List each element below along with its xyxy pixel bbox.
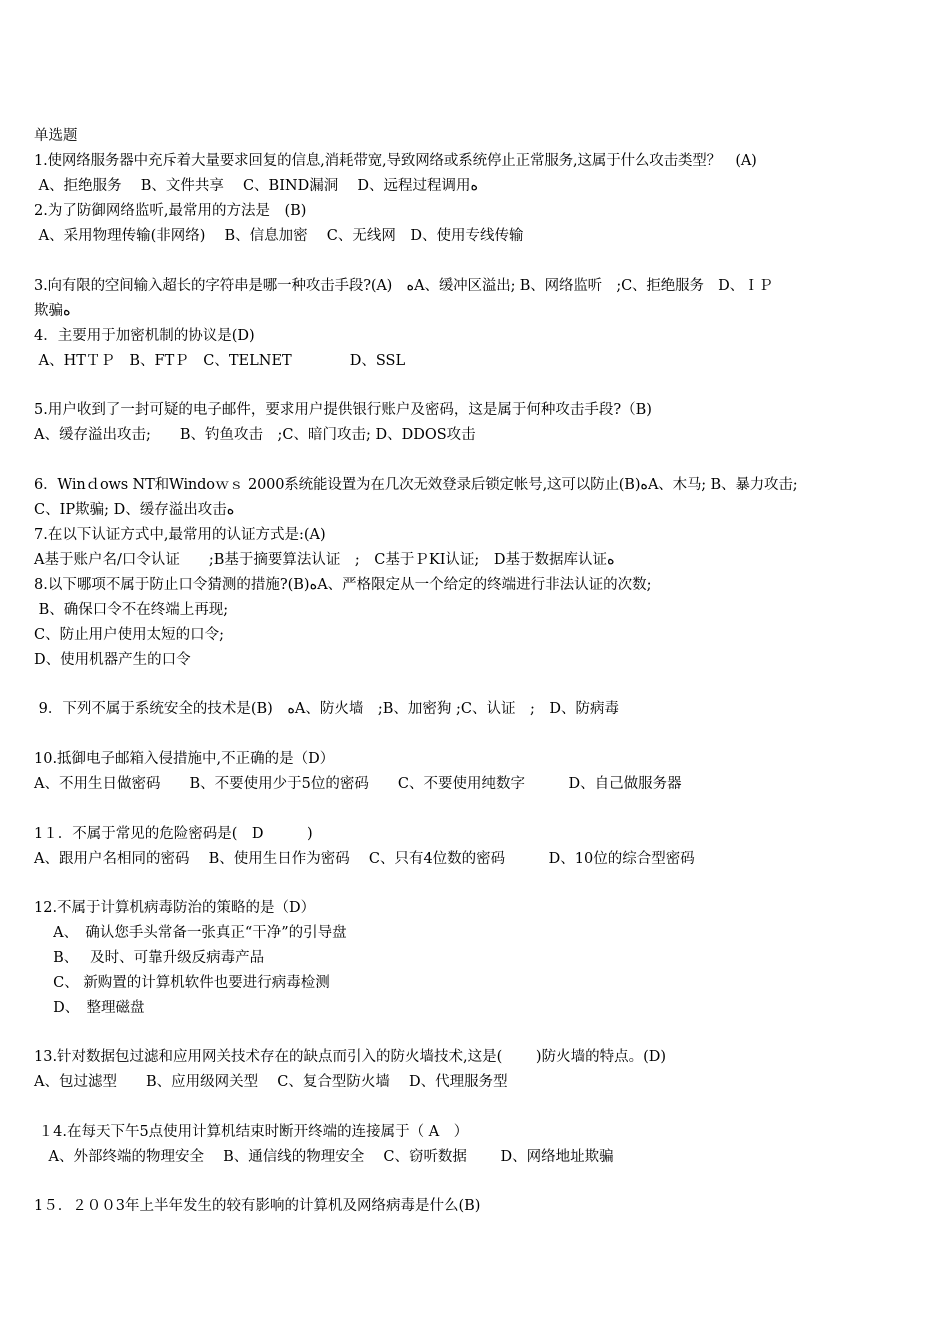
question-12-stem: 12.不属于计算机病毒防治的策略的是（D） [34,900,316,916]
question-5-options: A、缓存溢出攻击; B、钓鱼攻击 ;C、暗门攻击; D、DDOS攻击 [34,427,476,443]
question-13-options: A、包过滤型 B、应用级网关型 C、复合型防火墙 D、代理服务型 [34,1074,508,1090]
question-14-options: A、外部终端的物理安全 B、通信线的物理安全 C、窃听数据 D、网络地址欺骗 [34,1149,614,1165]
question-12-option-d: D、 整理磁盘 [34,1000,145,1016]
question-2-options: A、采用物理传输(非网络) B、信息加密 C、无线网 D、使用专线传输 [34,228,524,244]
question-12-option-a: A、 确认您手头常备一张真正“干净”的引导盘 [34,925,347,941]
question-4-stem: 4．主要用于加密机制的协议是(D) [34,328,255,344]
question-12-option-c: C、 新购置的计算机软件也要进行病毒检测 [34,975,330,991]
question-8-stem: 8.以下哪项不属于防止口令猜测的措施?(B)هA、严格限定从一个给定的终端进行非法认证的次数; [34,577,652,593]
question-9-stem: 9．下列不属于系统安全的技术是(B) هA、防火墙 ;B、加密狗 ;C、认证 ; D、防病毒 [34,701,620,717]
question-4-options: A、HTＴＰ B、FTＰ C、TELNET D、SSL [34,353,406,369]
question-7-options: A基于账户名/口令认证 ;B基于摘要算法认证 ; C基于ＰKI认证; D基于数据库认证ه [34,552,615,568]
question-2-stem: 2.为了防御网络监听,最常用的方法是 (B) [34,203,307,219]
question-8-option-c: C、防止用户使用太短的口令; [34,627,224,643]
question-5-stem: 5.用户收到了一封可疑的电子邮件，要求用户提供银行账户及密码，这是属于何种攻击手段?（B) [34,402,652,418]
question-7-stem: 7.在以下认证方式中,最常用的认证方式是:(A) [34,527,326,543]
question-12-option-b: B、 及时、可靠升级反病毒产品 [34,950,265,966]
question-1-options: A、拒绝服务 B、文件共享 C、BIND漏洞 D、远程过程调用ه [34,178,479,194]
question-1-stem: 1.使网络服务器中充斥着大量要求回复的信息,消耗带宽,导致网络或系统停止正常服务,这属于什么攻击类型？ (A) [34,153,757,169]
question-13-stem: 13.针对数据包过滤和应用网关技术存在的缺点而引入的防火墙技术,这是( )防火墙的特点。(D) [34,1049,667,1065]
question-6-continuation: C、IP欺骗; D、缓存溢出攻击ه [34,502,235,518]
question-10-stem: 10.抵御电子邮箱入侵措施中,不正确的是（D） [34,751,335,767]
question-10-options: A、不用生日做密码 B、不要使用少于5位的密码 C、不要使用纯数字 D、自己做服务器 [34,776,682,792]
question-15-stem: 1５．２００3年上半年发生的较有影响的计算机及网络病毒是什么(B) [34,1198,481,1214]
question-6-stem: 6．Winｄows NT和Windoｗｓ 2000系统能设置为在几次无效登录后锁定帐号,这可以防止(B)هA、木马; B、暴力攻击; [34,477,798,493]
question-3-continuation: 欺骗ه [34,303,71,319]
question-3-stem: 3.向有限的空间输入超长的字符串是哪一种攻击手段?(A) هA、缓冲区溢出; B、网络监听 ;C、拒绝服务 D、ＩＰ [34,278,773,294]
question-8-option-b: B、确保口令不在终端上再现; [34,602,229,618]
question-11-options: A、跟用户名相同的密码 B、使用生日作为密码 C、只有4位数的密码 D、10位的综合型密码 [34,851,695,867]
question-11-stem: 1１．不属于常见的危险密码是( D ) [34,826,313,842]
section-title: 单选题 [34,128,78,144]
question-14-stem: １4.在每天下午5点使用计算机结束时断开终端的连接属于（ A ） [34,1124,469,1140]
question-8-option-d: D、使用机器产生的口令 [34,652,191,668]
